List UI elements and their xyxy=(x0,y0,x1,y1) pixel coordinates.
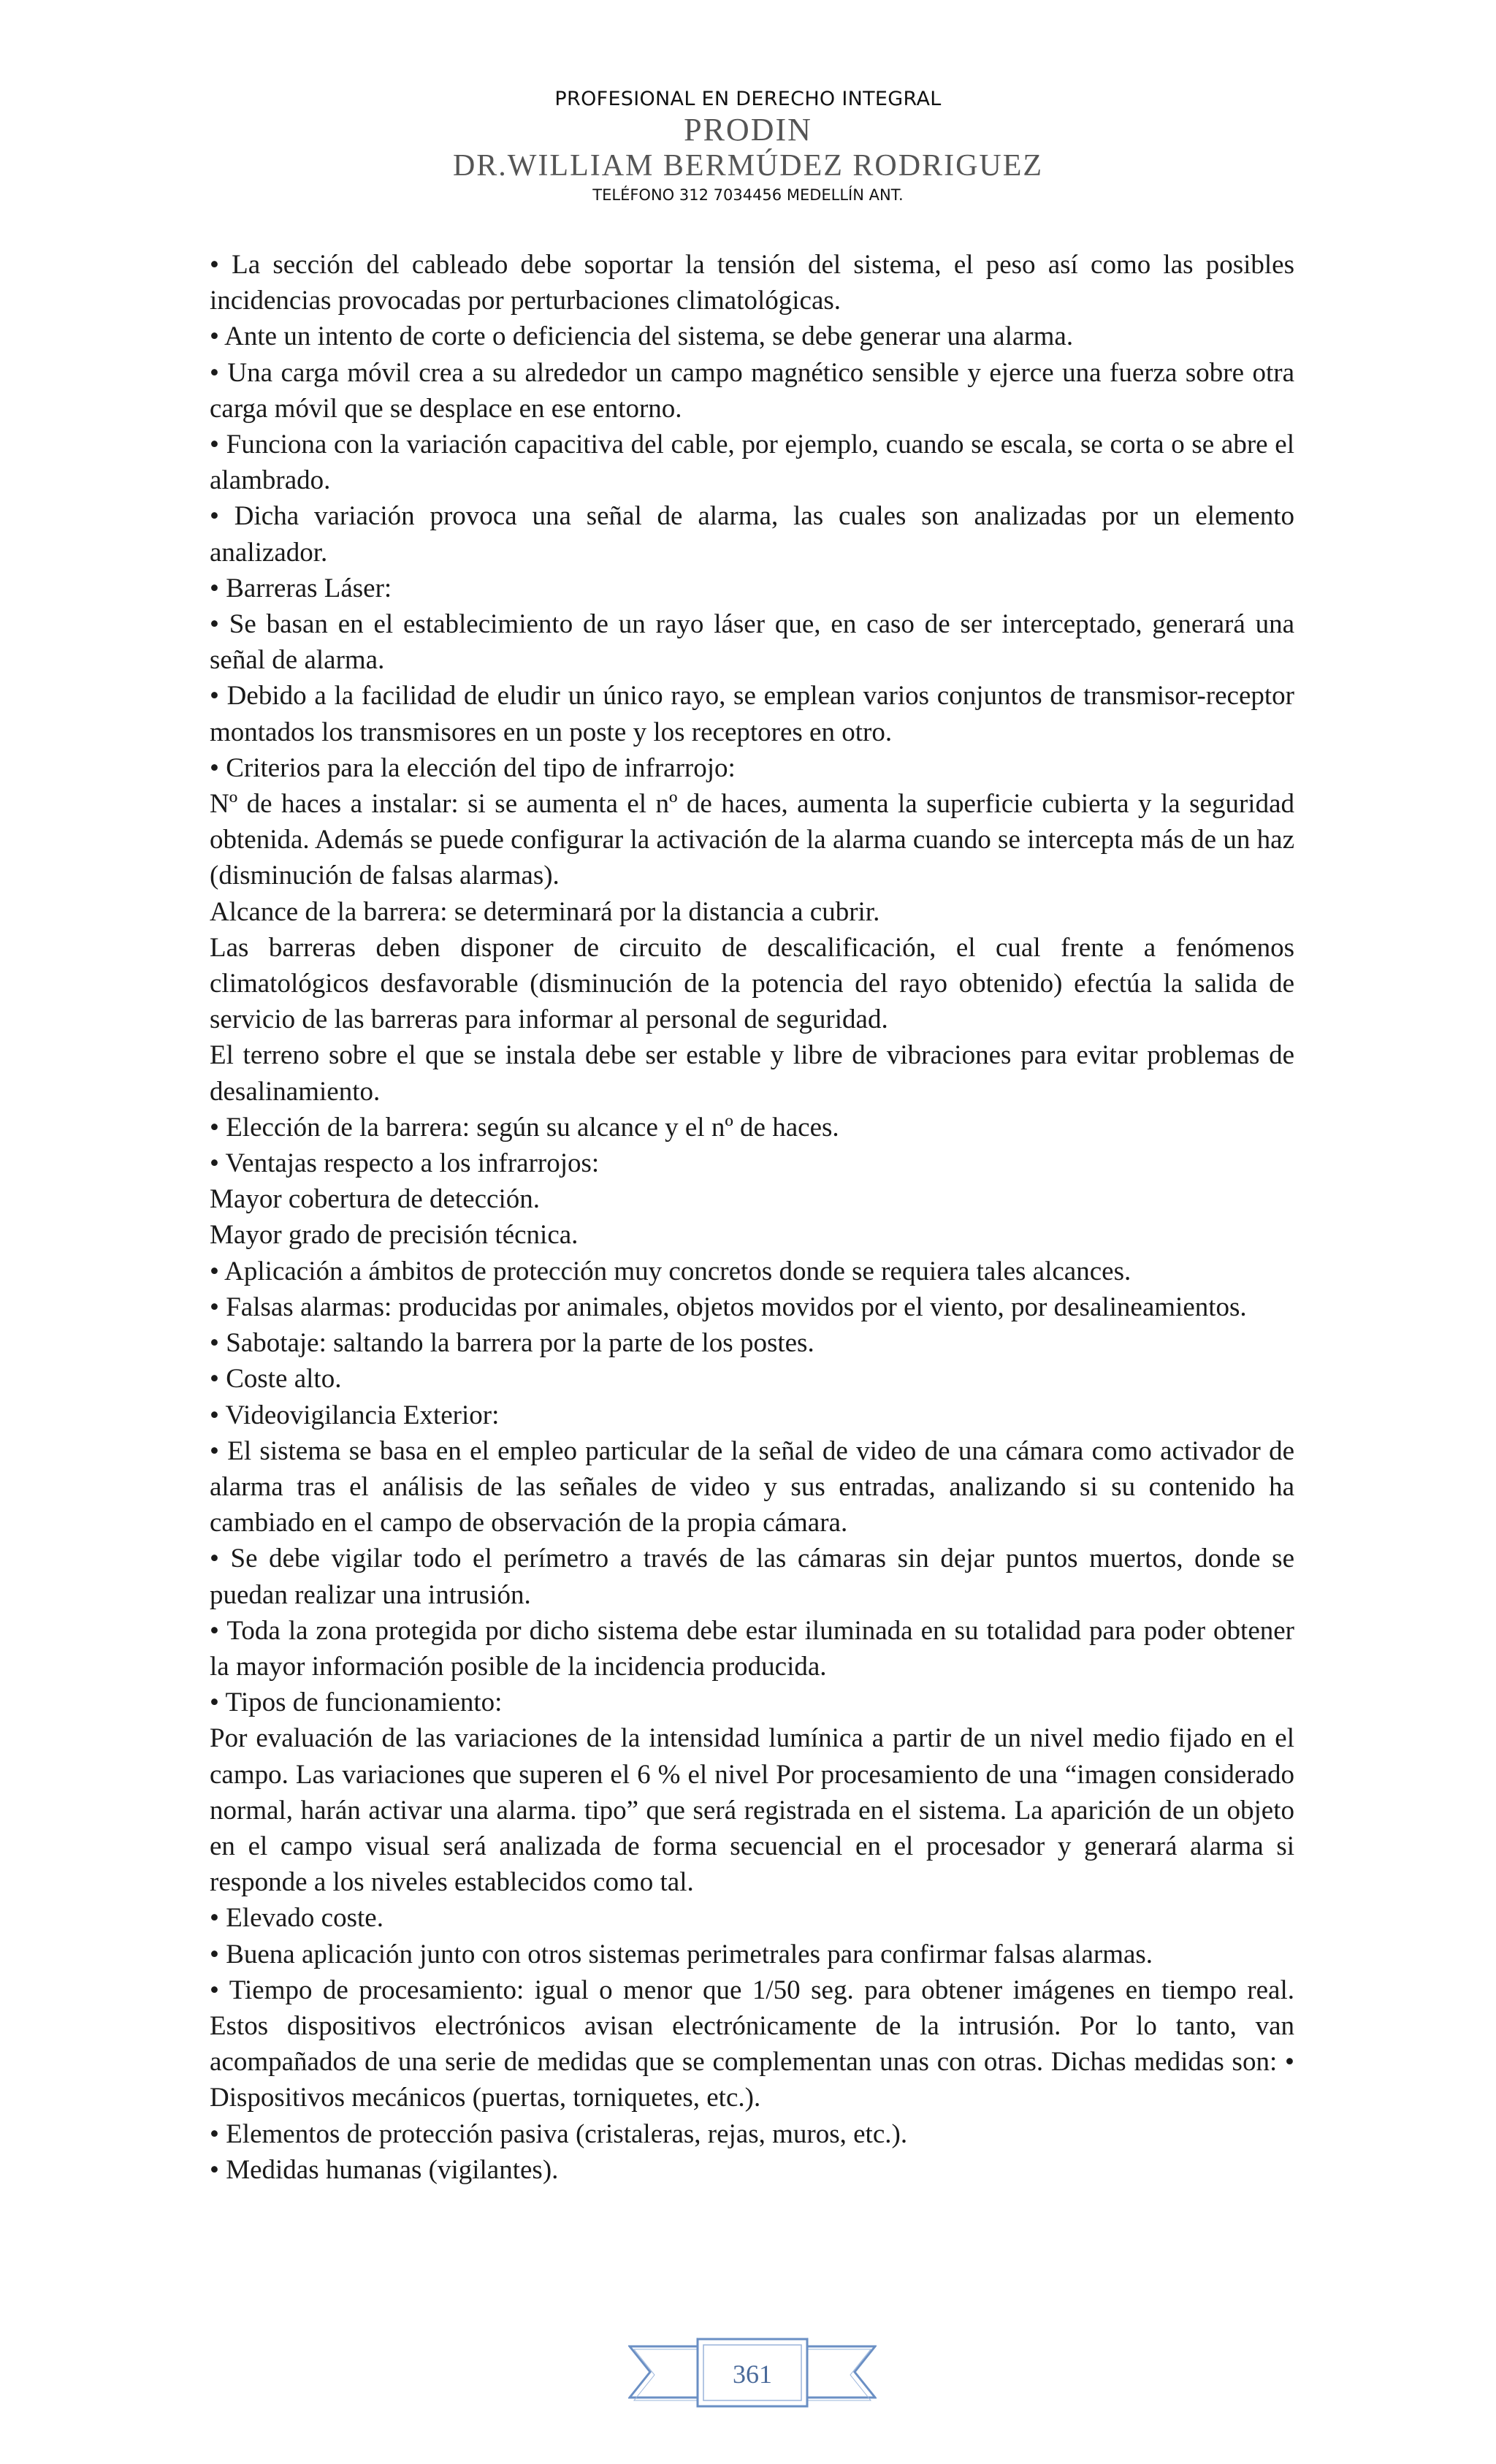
paragraph: El terreno sobre el que se instala debe ser estable y libre de vibraciones para evitar problemas de desalinamiento. xyxy=(210,1040,1294,1107)
page-number: 361 xyxy=(733,2360,772,2389)
paragraph: Las barreras deben disponer de circuito de descalificación, el cual frente a fenómenos climatológicos desfavorable (disminución de la potencia del rayo obtenido) efectúa la salida de servicio de las barreras para informar al personal de seguridad. xyxy=(210,932,1294,1035)
header-brand: PRODIN xyxy=(684,112,812,148)
paragraph: • Tiempo de procesamiento: igual o menor que 1/50 seg. para obtener imágenes en tiempo real. Estos dispositivos electrónicos avisan electrónicamente de la intrusión. Por lo tanto, van acompañados de una serie de medidas que se complementan unas con otras. Dichas medidas son: • Dispositivos mecánicos (puertas, torniquetes, etc.). xyxy=(210,1975,1294,2113)
paragraph: • Se debe vigilar todo el perímetro a través de las cámaras sin dejar puntos muertos, donde se puedan realizar una intrusión. xyxy=(210,1544,1294,1610)
paragraph: Mayor grado de precisión técnica. xyxy=(210,1220,579,1251)
paragraph: • Elección de la barrera: según su alcance y el nº de haces. xyxy=(210,1112,839,1143)
page-footer xyxy=(628,2330,877,2418)
paragraph: Mayor cobertura de detección. xyxy=(210,1184,541,1215)
paragraph: • Toda la zona protegida por dicho sistema debe estar iluminada en su totalidad para poder obtener la mayor información posible de la incidencia producida. xyxy=(210,1615,1294,1682)
paragraph: • Ventajas respecto a los infrarrojos: xyxy=(210,1148,600,1179)
header-contact: TELÉFONO 312 7034456 MEDELLÍN ANT. xyxy=(592,186,904,204)
paragraph: • Coste alto. xyxy=(210,1364,342,1395)
header-author: DR.WILLIAM BERMÚDEZ RODRIGUEZ xyxy=(452,149,1044,183)
paragraph: • Elementos de protección pasiva (cristaleras, rejas, muros, etc.). xyxy=(210,2118,908,2149)
paragraph: • Se basan en el establecimiento de un rayo láser que, en caso de ser interceptado, generará una señal de alarma. xyxy=(210,609,1294,676)
page-header xyxy=(0,86,1496,206)
header-firm-name: PROFESIONAL EN DERECHO INTEGRAL xyxy=(554,88,942,110)
document-body xyxy=(210,247,1294,2188)
paragraph: • Elevado coste. xyxy=(210,1903,383,1934)
paragraph: • Barreras Láser: xyxy=(210,573,392,603)
paragraph: • Sabotaje: saltando la barrera por la parte de los postes. xyxy=(210,1328,814,1359)
paragraph: • Videovigilancia Exterior: xyxy=(210,1400,500,1430)
paragraph: • Funciona con la variación capacitiva del cable, por ejemplo, cuando se escala, se corta o se abre el alambrado. xyxy=(210,430,1294,496)
paragraph: • Dicha variación provoca una señal de alarma, las cuales son analizadas por un elemento analizador. xyxy=(210,501,1294,568)
paragraph: • Buena aplicación junto con otros sistemas perimetrales para confirmar falsas alarmas. xyxy=(210,1939,1153,1969)
paragraph: • La sección del cableado debe soportar la tensión del sistema, el peso así como las posibles incidencias provocadas por perturbaciones climatológicas. xyxy=(210,250,1294,316)
paragraph: • Una carga móvil crea a su alrededor un campo magnético sensible y ejerce una fuerza sobre otra carga móvil que se desplace en ese entorno. xyxy=(210,357,1294,424)
paragraph: Nº de haces a instalar: si se aumenta el nº de haces, aumenta la superficie cubierta y la seguridad obtenida. Además se puede configurar la activación de la alarma cuando se intercepta más de un haz (disminución de falsas alarmas). xyxy=(210,789,1294,891)
paragraph: • El sistema se basa en el empleo particular de la señal de video de una cámara como activador de alarma tras el análisis de las señales de video y sus entradas, analizando si su contenido ha cambiado en el campo de observación de la propia cámara. xyxy=(210,1435,1294,1538)
paragraph: • Medidas humanas (vigilantes). xyxy=(210,2154,559,2185)
paragraph: • Aplicación a ámbitos de protección muy concretos donde se requiera tales alcances. xyxy=(210,1256,1131,1286)
paragraph: • Ante un intento de corte o deficiencia del sistema, se debe generar una alarma. xyxy=(210,321,1074,352)
paragraph: Alcance de la barrera: se determinará por la distancia a cubrir. xyxy=(210,896,880,927)
paragraph: • Tipos de funcionamiento: xyxy=(210,1687,503,1718)
paragraph: • Falsas alarmas: producidas por animales, objetos movidos por el viento, por desalineamientos. xyxy=(210,1292,1247,1322)
paragraph: Por evaluación de las variaciones de la intensidad lumínica a partir de un nivel medio fijado en el campo. Las variaciones que superen el 6 % el nivel Por procesamiento de una “imagen considerado normal, harán activar una alarma. tipo” que será registrada en el sistema. La aparición de un objeto en el campo visual será analizada de forma secuencial en el procesador y generará alarma si responde a los niveles establecidos como tal. xyxy=(210,1723,1294,1898)
paragraph: • Criterios para la elección del tipo de infrarrojo: xyxy=(210,752,736,783)
paragraph: • Debido a la facilidad de eludir un único rayo, se emplean varios conjuntos de transmisor-receptor montados los transmisores en un poste y los receptores en otro. xyxy=(210,681,1294,747)
